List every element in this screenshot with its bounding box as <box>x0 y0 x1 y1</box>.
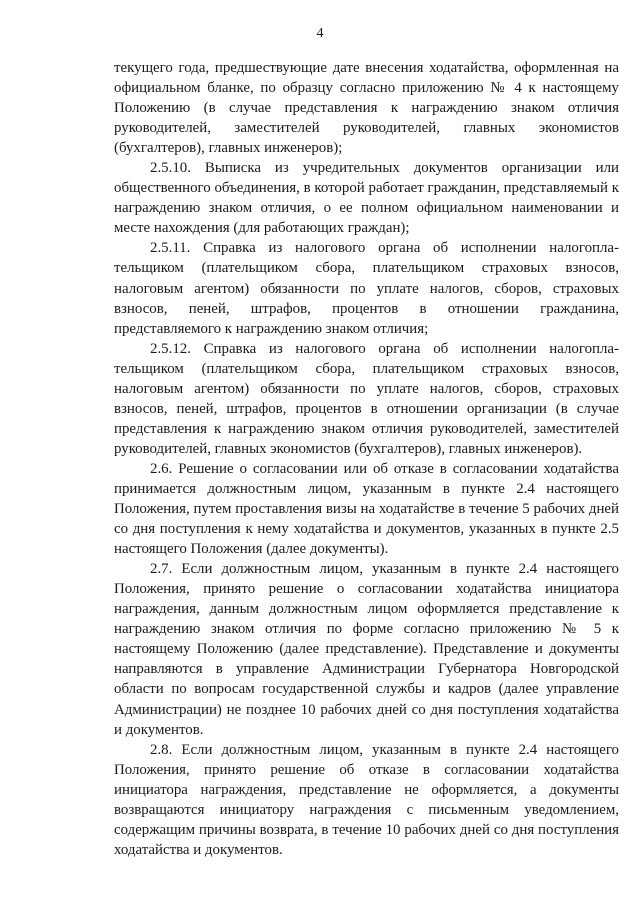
paragraph-2-6: 2.6. Решение о согласовании или об отказе в согласовании ходатайства принимается должностным лицом, указанным в пункте 2.4 настоящего Положения, путем проставления визы на ходатайстве в течение 5 рабочих дней со дня поступления к нему ходатайства и документов, указанных в пункте 2.5 настоящего Положения (далее документы). <box>114 460 619 558</box>
paragraph-2-8: 2.8. Если должностным лицом, указанным в пункте 2.4 настоящего Положения, принято решение об отказе в согласовании ходатайства инициатора награждения, представление не оформляется, а документы возвращаются инициатору награждения с письменным уведомлением, содержащим причины возврата, в течение 10 рабочих дней со дня поступления ходатайства и документов. <box>114 741 619 858</box>
paragraph-2-7: 2.7. Если должностным лицом, указанным в пункте 2.4 настоящего Положения, принято решение о согласовании ходатайства инициатора награждения, данным должностным лицом оформляется представление к награждению знаком отличия по форме согласно приложению № 5 к настоящему Положению (далее представление). Представление и документы направляются в управление Администрации Губернатора Новгородской области по вопросам государственной службы и кадров (далее управление Администрации) не позднее 10 рабочих дней со дня поступления ходатайства и документов. <box>114 561 619 738</box>
paragraph-continuation: текущего года, предшествующие дате внесения ходатайства, оформленная на официальном бланке, по образцу согласно приложению № 4 к настоящему Положению (в случае представления к награждению знаком отличия руководителей, заместителей руководителей, главных экономистов (бухгалтеров), главных инженеров); <box>114 60 619 157</box>
paragraph-2-5-12: 2.5.12. Справка из налогового органа об исполнении налогоплательщиком (плательщиком сбора, плательщиком страховых взносов, налоговым агентом) обязанности по уплате налогов, сборов, страховых взносов, пеней, штрафов, процентов в отношении организации (в случае представления к награждению знаком отличия руководителей, заместителей руководителей, главных экономистов (бухгалтеров), главных инженеров). <box>114 340 619 457</box>
paragraph-2-5-11: 2.5.11. Справка из налогового органа об исполнении налогоплательщиком (плательщиком сбора, плательщиком страховых взносов, налоговым агентом) обязанности по уплате налогов, сборов, страховых взносов, пеней, штрафов, процентов в отношении гражданина, представляемого к награждению знаком отличия; <box>114 240 619 337</box>
paragraph-2-5-10: 2.5.10. Выписка из учредительных документов организации или общественного объединения, в которой работает гражданин, представляемый к награждению знаком отличия, о ее полном официальном наименовании и месте нахождения (для работающих граждан); <box>114 160 619 237</box>
page-number: 4 <box>316 26 324 41</box>
document-body <box>114 58 619 860</box>
